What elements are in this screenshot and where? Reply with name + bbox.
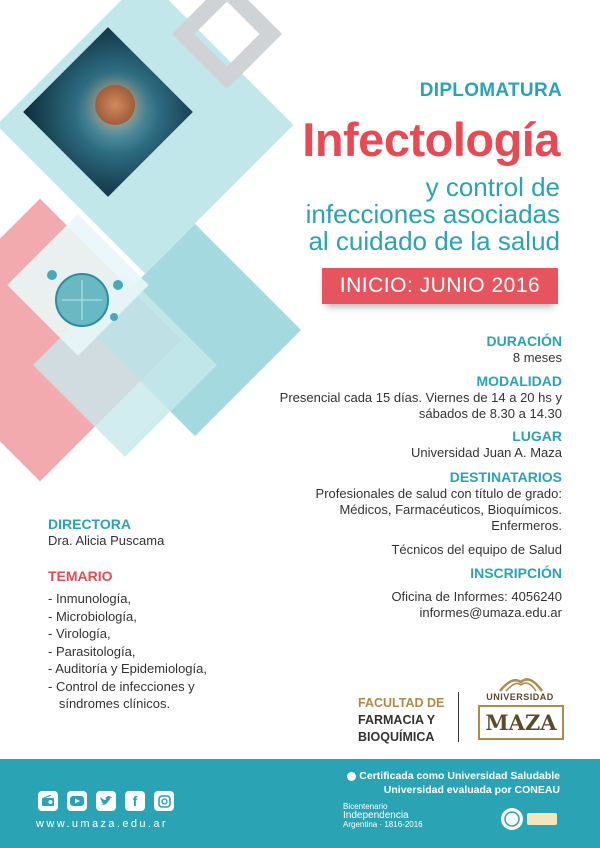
- subtitle-line-3: al cuidado de la salud: [308, 226, 560, 256]
- facultad-line-3: BIOQUÍMICA: [358, 730, 435, 744]
- bicentenario-logo: [343, 802, 423, 829]
- university-name: MAZA: [485, 710, 557, 735]
- destinatarios-line-1: Profesionales de salud con título de grado:: [315, 486, 562, 501]
- facebook-icon[interactable]: f: [125, 791, 145, 811]
- logo-divider: [458, 692, 459, 742]
- youtube-icon[interactable]: [67, 791, 87, 811]
- modalidad-heading: MODALIDAD: [476, 373, 562, 389]
- facultad-line-2: FARMACIA Y: [358, 713, 436, 727]
- destinatarios-extra: Técnicos del equipo de Salud: [391, 542, 562, 557]
- directora-name: Dra. Alicia Puscama: [48, 533, 165, 548]
- bicentenario-line-1: Bicentenario: [343, 802, 388, 811]
- destinatarios-line-3: Enfermeros.: [491, 518, 562, 533]
- modalidad-line-1: Presencial cada 15 días. Viernes de 14 a 20 hs y: [279, 390, 562, 405]
- duracion-value: 8 meses: [512, 350, 562, 365]
- temario-list: [48, 590, 207, 713]
- certification-line-2: Universidad evaluada por CONEAU: [383, 784, 560, 796]
- start-date-banner: [322, 268, 558, 304]
- certification-text: Certificada como Universidad Saludable: [359, 770, 560, 782]
- facultad-label: [358, 695, 444, 746]
- temario-underline: [48, 710, 214, 716]
- university-word: UNIVERSIDAD: [486, 692, 554, 702]
- lugar-heading: LUGAR: [512, 428, 562, 444]
- university-logo[interactable]: [478, 705, 564, 740]
- inscripcion-email[interactable]: informes@umaza.edu.ar: [419, 605, 562, 620]
- duracion-heading: DURACIÓN: [486, 333, 562, 349]
- twitter-icon[interactable]: [96, 791, 116, 811]
- radio-icon[interactable]: [38, 791, 58, 811]
- directora-heading: DIRECTORA: [48, 516, 131, 532]
- website-link[interactable]: www.umaza.edu.ar: [36, 818, 168, 830]
- cell-icon: [40, 255, 130, 345]
- temario-item: - Inmunología,: [48, 591, 132, 606]
- program-title: Infectología: [302, 113, 560, 166]
- mountain-logo-icon: [498, 674, 544, 692]
- certification-line-1: [347, 770, 560, 782]
- temario-item: - Virología,: [48, 626, 111, 641]
- inscripcion-phone: Oficina de Informes: 4056240: [391, 589, 562, 604]
- modalidad-line-2: sábados de 8.30 a 14.30: [418, 406, 562, 421]
- certification-seals-icon: [499, 806, 559, 832]
- temario-item: - Parasitología,: [48, 643, 136, 659]
- temario-item: - Control de infecciones y: [48, 678, 195, 694]
- lugar-value: Universidad Juan A. Maza: [410, 445, 562, 460]
- destinatarios-line-2: Médicos, Farmacéuticos, Bioquímicos.: [339, 502, 562, 517]
- subtitle-line-2: infecciones asociadas: [305, 199, 560, 229]
- subtitle-line-1: y control de: [425, 172, 560, 202]
- inscripcion-heading: INSCRIPCIÓN: [470, 565, 562, 581]
- temario-item: - Auditoría y Epidemiología,: [48, 661, 207, 676]
- temario-item: síndromes clínicos.: [48, 696, 171, 711]
- temario-heading: TEMARIO: [48, 568, 113, 584]
- program-type: DIPLOMATURA: [419, 80, 562, 101]
- temario-item: - Microbiología,: [48, 608, 137, 624]
- bicentenario-line-3: Argentina · 1816-2016: [343, 820, 423, 829]
- bicentenario-line-2: Independencia: [343, 810, 409, 821]
- start-date-text: INICIO: JUNIO 2016: [339, 274, 541, 297]
- destinatarios-heading: DESTINATARIOS: [449, 469, 562, 485]
- instagram-icon[interactable]: [154, 791, 174, 811]
- leaf-icon: [347, 772, 356, 781]
- facultad-line-1: FACULTAD DE: [358, 696, 445, 710]
